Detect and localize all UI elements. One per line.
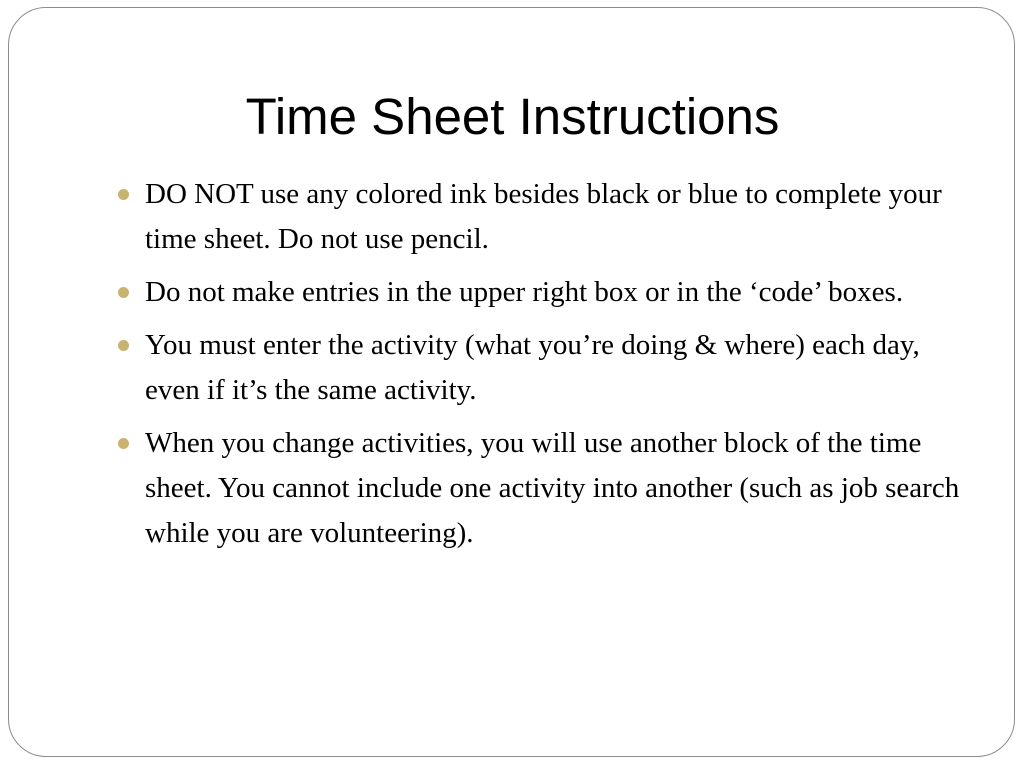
bullet-text: Do not make entries in the upper right box or in the ‘code’ boxes. xyxy=(145,276,904,308)
bullet-dot-icon xyxy=(118,340,129,351)
bullet-dot-icon xyxy=(118,189,129,200)
bullet-item xyxy=(115,172,975,262)
bullet-dot-icon xyxy=(118,438,129,449)
bullet-item xyxy=(115,421,975,556)
bullet-text: You must enter the activity (what you’re doing & where) each day, even if it’s the same activity. xyxy=(145,329,920,406)
slide-title: Time Sheet Instructions xyxy=(245,88,780,145)
bullet-text: DO NOT use any colored ink besides black or blue to complete your time sheet. Do not use pencil. xyxy=(145,178,942,255)
bullet-list xyxy=(115,172,975,564)
bullet-dot-icon xyxy=(118,287,129,298)
slide-frame xyxy=(8,7,1015,757)
bullet-item xyxy=(115,323,975,413)
bullet-item xyxy=(115,270,975,315)
bullet-text: When you change activities, you will use another block of the time sheet. You cannot include one activity into another (such as job search while you are volunteering). xyxy=(145,427,960,549)
